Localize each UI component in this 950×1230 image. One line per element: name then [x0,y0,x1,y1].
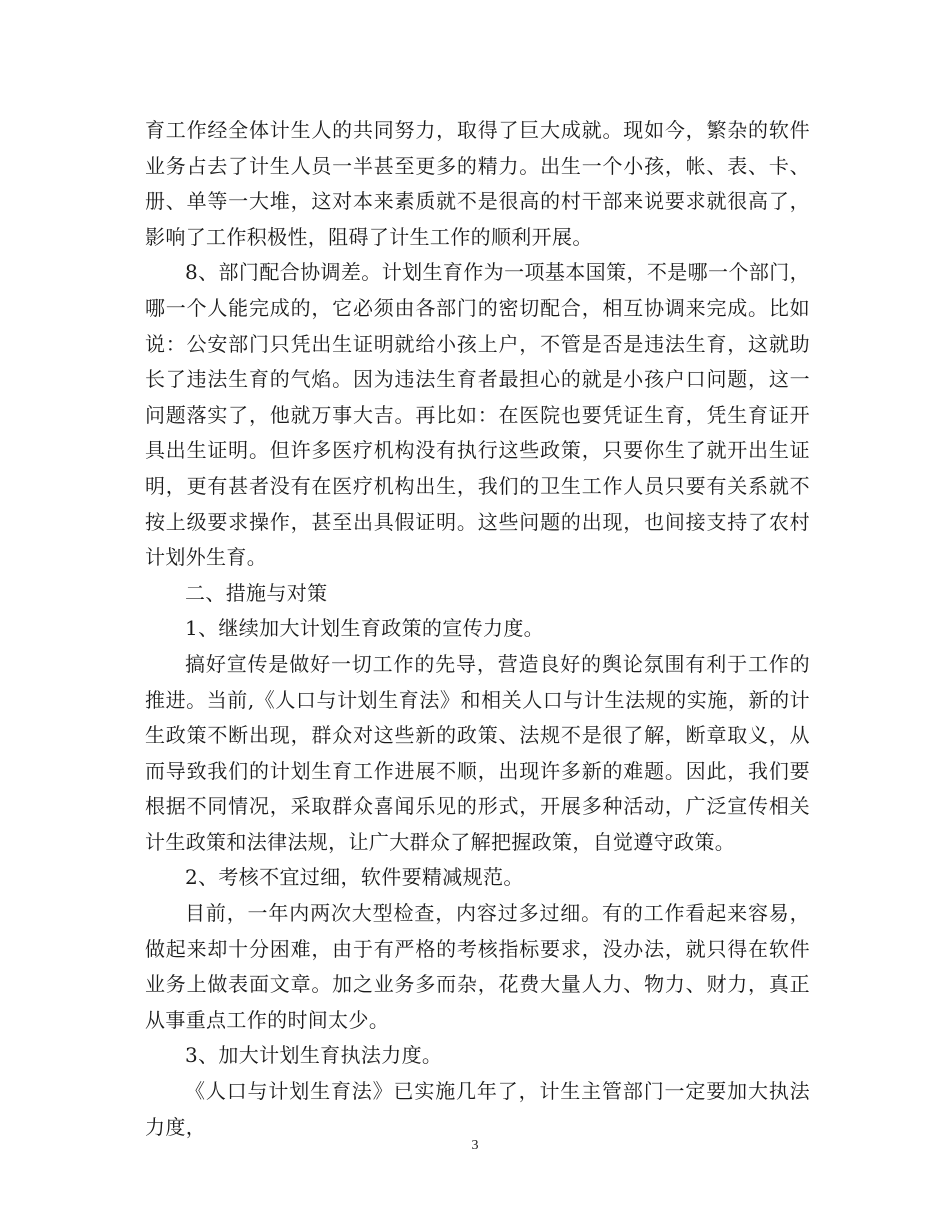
paragraph-assessment: 目前，一年内两次大型检查，内容过多过细。有的工作看起来容易，做起来却十分困难，由于有严格的考核指标要求，没办法，就只得在软件业务上做表面文章。加之业务多而杂，花费大量人力、物力、财力，真正从事重点工作的时间太少。 [145,901,810,1032]
paragraph-publicity: 搞好宣传是做好一切工作的先导，营造良好的舆论氛围有利于工作的推进。当前,《人口与计划生育法》和相关人口与计生法规的实施，新的计生政策不断出现，群众对这些新的政策、法规不是很了解，断章取义，从而导致我们的计划生育工作进展不顺，出现许多新的难题。因此，我们要根据不同情况，采取群众喜闻乐见的形式，开展多种活动，广泛宣传相关计生政策和法律法规，让广大群众了解把握政策，自觉遵守政策。 [145,651,810,854]
paragraph-continuation: 育工作经全体计生人的共同努力，取得了巨大成就。现如今，繁杂的软件业务占去了计生人员一半甚至更多的精力。出生一个小孩，帐、表、卡、册、单等一大堆，这对本来素质就不是很高的村干部来说要求就很高了，影响了工作积极性，阻碍了计生工作的顺利开展。 [145,118,810,249]
subheading-enforcement: 3、加大计划生育执法力度。 [185,1043,443,1068]
subheading-publicity: 1、继续加大计划生育政策的宣传力度。 [185,616,545,641]
section-heading-measures: 二、措施与对策 [185,580,328,605]
document-body [145,113,810,1145]
paragraph-department-coordination: 8、部门配合协调差。计划生育作为一项基本国策，不是哪一个部门，哪一个人能完成的，它必须由各部门的密切配合，相互协调来完成。比如说：公安部门只凭出生证明就给小孩上户，不管是否是违法生育，这就助长了违法生育的气焰。因为违法生育者最担心的就是小孩户口问题，这一问题落实了，他就万事大吉。再比如：在医院也要凭证生育，凭生育证开具出生证明。但许多医疗机构没有执行这些政策，只要你生了就开出生证明，更有甚者没有在医疗机构出生，我们的卫生工作人员只要有关系就不按上级要求操作，甚至出具假证明。这些问题的出现，也间接支持了农村计划外生育。 [145,260,810,570]
paragraph-enforcement: 《人口与计划生育法》已实施几年了，计生主管部门一定要加大执法力度， [145,1079,810,1139]
subheading-assessment: 2、考核不宜过细，软件要精减规范。 [185,865,524,890]
page-number: 3 [471,1138,479,1153]
